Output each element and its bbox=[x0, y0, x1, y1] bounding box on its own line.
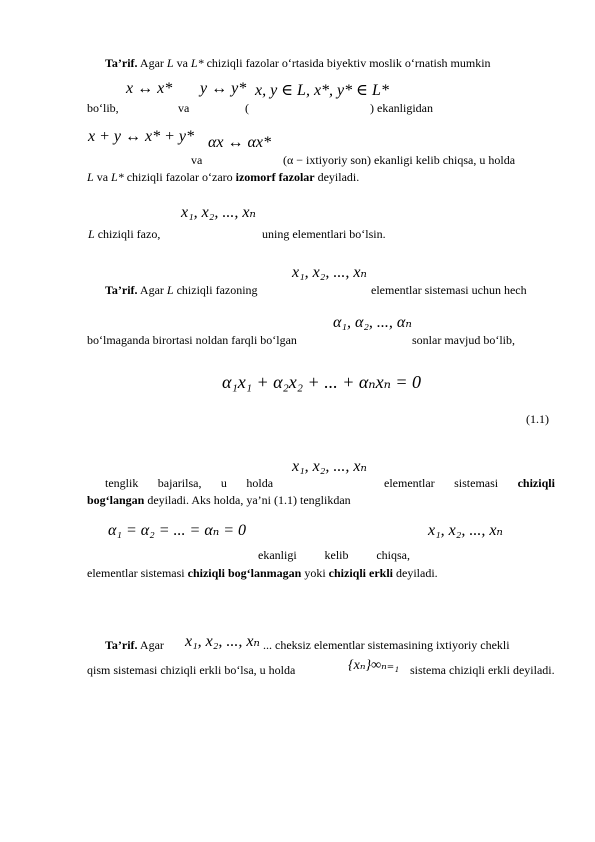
definition-3-line-1-end: ... cheksiz elementlar sistemasining ixtiyoriy chekli bbox=[263, 638, 510, 652]
definition-2-line-2-end: sonlar mavjud bo‘lib, bbox=[412, 333, 515, 347]
term-linearly-independent: chiziqli bog‘lanmagan bbox=[187, 566, 302, 580]
term-linearly-dependent: chiziqli bbox=[517, 476, 555, 490]
term-linearly-free: chiziqli erkli bbox=[328, 566, 394, 580]
math-zero-coefficients: α₁ = α₂ = ... = αₙ = 0 bbox=[108, 522, 246, 539]
math-vector-list: x₁, x₂, ..., xₙ bbox=[185, 633, 260, 650]
definition-1-line-1: Ta’rif. Agar L va L* chiziqli fazolar o‘rtasida biyektiv moslik o‘rnatish mumkin bbox=[105, 56, 491, 70]
definition-3-line-2: qism sistemasi chiziqli erkli bo‘lsa, u holda bbox=[87, 663, 296, 677]
math-vector-list: x₁, x₂, ..., xₙ bbox=[181, 204, 256, 221]
definition-1-line-2-va: va bbox=[178, 101, 190, 115]
definition-2-line-2: bo‘lmaganda birortasi noldan farqli bo‘lgan bbox=[87, 333, 297, 347]
definition-1-line-2-end: ) ekanligidan bbox=[370, 101, 433, 115]
definition-label: Ta’rif. bbox=[105, 56, 138, 70]
definition-3-label: Ta’rif. Agar bbox=[105, 638, 164, 652]
definition-1-line-4: L va L* chiziqli fazolar o‘zaro izomorf fazolar deyiladi. bbox=[87, 170, 360, 184]
definition-3-line-2-end: sistema chiziqli erkli deyiladi. bbox=[410, 663, 555, 677]
math-x-correspondence: x ↔ x* bbox=[126, 80, 173, 97]
math-sum-correspondence: x + y ↔ x* + y* bbox=[88, 128, 194, 145]
equation-number: (1.1) bbox=[526, 412, 549, 426]
math-scalar-correspondence: αx ↔ αx* bbox=[208, 134, 271, 151]
definition-2-line-4: bog‘langan deyiladi. Aks holda, ya’ni (1.1) tenglikdan bbox=[87, 493, 351, 507]
definition-2-line-5: ekanligi kelib chiqsa, bbox=[258, 548, 410, 562]
paragraph-2-text: L chiziqli fazo, bbox=[88, 227, 161, 241]
math-vector-list: x₁, x₂, ..., xₙ bbox=[292, 458, 367, 475]
term-linearly-dependent-2: bog‘langan bbox=[87, 493, 145, 507]
linear-combination-equation: α₁x₁ + α₂x₂ + ... + αₙxₙ = 0 bbox=[222, 372, 422, 392]
math-vector-list: x₁, x₂, ..., xₙ bbox=[428, 522, 503, 539]
definition-2-line-1: Ta’rif. Agar L chiziqli fazoning bbox=[105, 283, 258, 297]
definition-2-line-6: elementlar sistemasi chiziqli bog‘lanmagan yoki chiziqli erkli deyiladi. bbox=[87, 566, 438, 580]
definition-label: Ta’rif. bbox=[105, 283, 138, 297]
definition-2-line-1-end: elementlar sistemasi uchun hech bbox=[371, 283, 527, 297]
math-vector-list: x₁, x₂, ..., xₙ bbox=[292, 264, 367, 281]
definition-1-line-3-text: (α − ixtiyoriy son) ekanligi kelib chiqsa, u holda bbox=[283, 153, 516, 167]
term-isomorphic-spaces: izomorf fazolar bbox=[235, 170, 315, 184]
definition-1-line-2-paren: ( bbox=[245, 101, 249, 115]
math-y-correspondence: y ↔ y* bbox=[200, 80, 247, 97]
math-infinite-sequence: {xₙ}∞ₙ₌₁ bbox=[348, 658, 399, 673]
definition-1-line-3-va: va bbox=[191, 153, 203, 167]
math-coefficient-list: α₁, α₂, ..., αₙ bbox=[333, 314, 412, 331]
math-membership-condition: x, y ∈ L, x*, y* ∈ L* bbox=[255, 82, 389, 99]
definition-2-line-3: tenglik bajarilsa, u holda elementlar sistemasi chiziqli bbox=[105, 476, 555, 490]
paragraph-2-text-end: uning elementlari bo‘lsin. bbox=[262, 227, 386, 241]
definition-1-line-2a: bo‘lib, bbox=[87, 101, 119, 115]
definition-label: Ta’rif. bbox=[105, 638, 138, 652]
